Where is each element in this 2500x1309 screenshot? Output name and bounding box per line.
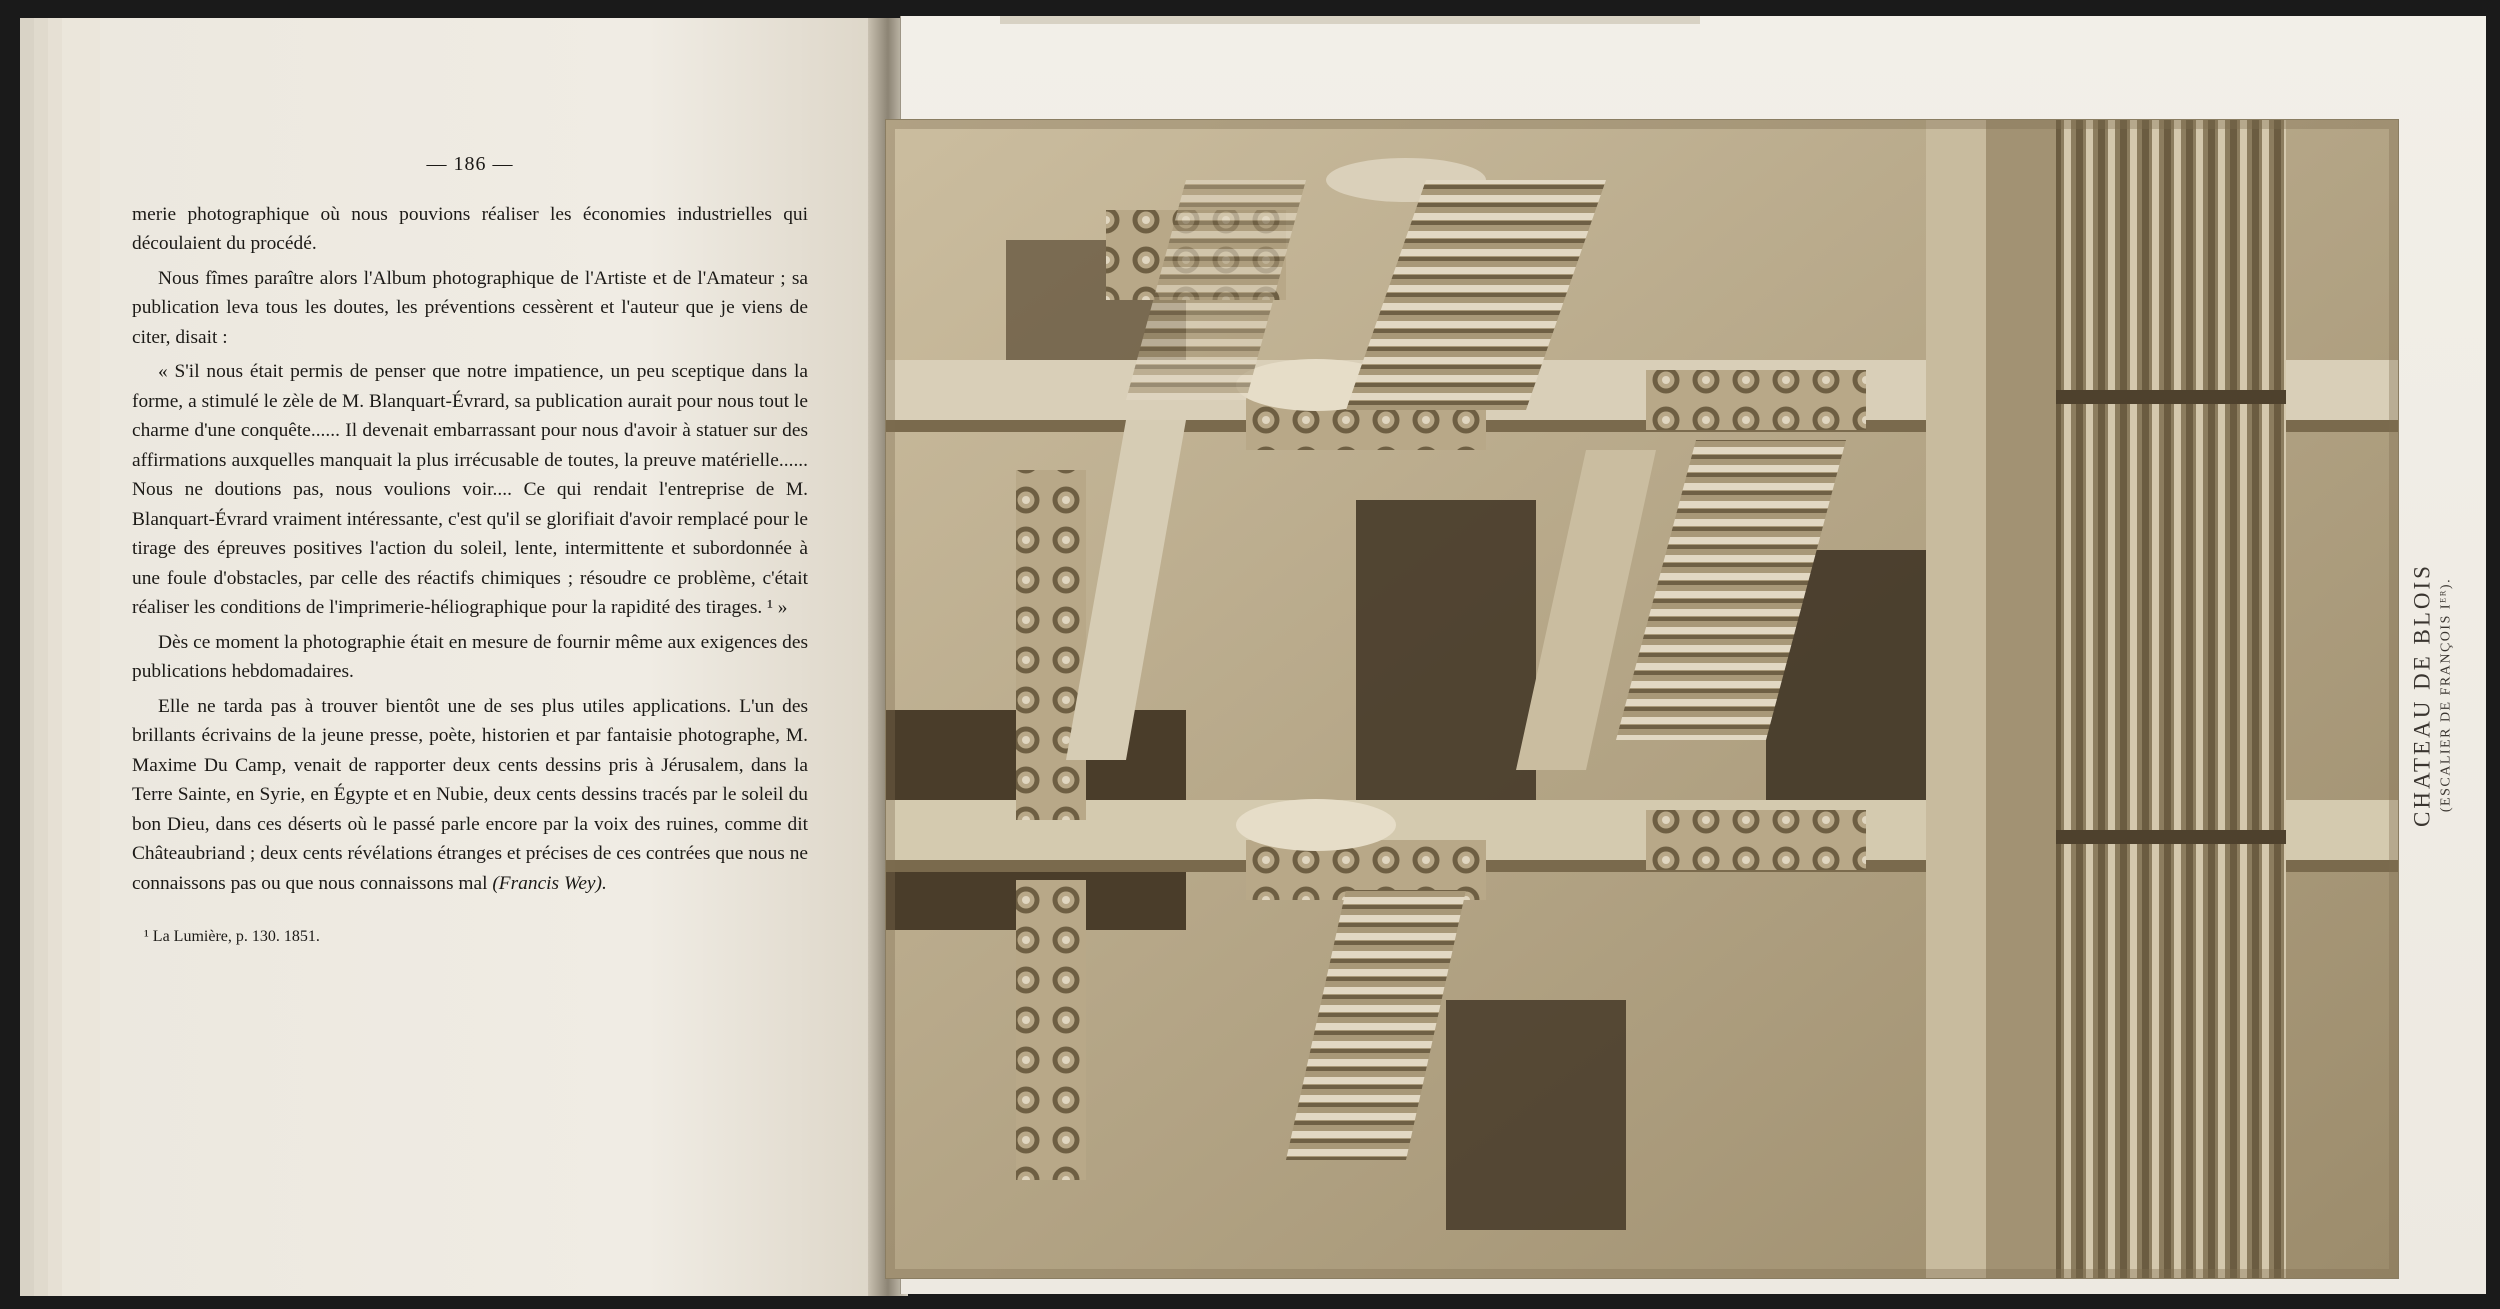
paragraph: Nous fîmes paraître alors l'Album photographique de l'Artiste et de l'Amateur ; sa publication leva tous les doutes, les préventions cessèrent et l'auteur que je viens de citer, disait : [132,267,808,348]
photo-caption [2402,545,2462,845]
paragraph-body: Elle ne tarda pas à trouver bientôt une de ses plus utiles applications. L'un des brillants écrivains de la jeune presse, poète, historien et par fantaisie photographe, M. Maxime Du Camp, venait de rapporter deux cents dessins pris à Jérusalem, dans la Terre Sainte, en Syrie, en Égypte et en Nubie, deux cents dessins tracés par le soleil du bon Dieu, dans ces déserts où le passé parle encore par la voix des ruines, comme dit Châteaubriand ; deux cents révélations étranges et précises de ces contrées que nous ne connaissons pas ou que nous connaissons mal [132,695,808,894]
caption-subtitle: (ESCALIER DE FRANÇOIS Iᴱᴿ). [2438,577,2454,813]
paragraph [132,692,808,899]
left-page-text [132,150,808,948]
author-signature: (Francis Wey). [492,872,607,894]
caption-title: CHATEAU DE BLOIS [2409,563,2435,827]
page-number: — 186 — [426,153,514,175]
staircase-photograph [886,120,2398,1278]
paragraph: Dès ce moment la photographie était en mesure de fournir même aux exigences des publications hebdomadaires. [132,631,808,682]
photo-caption-text [2410,563,2455,827]
page-top-edge [1000,16,1700,24]
quotation-paragraph: « S'il nous était permis de penser que notre impatience, un peu sceptique dans la forme, a stimulé le zèle de M. Blanquart-Évrard, sa publication aurait pour nous tout le charme d'une conquête...... Il devenait embarrassant pour nous d'avoir à statuer sur des affirmations auxquelles manquait la plus irrécusable de toutes, la preuve matérielle...... Nous ne doutions pas, nous voulions voir.... Ce qui rendait l'entreprise de M. Blanquart-Évrard vraiment intéressante, c'est qu'il se glorifiait d'avoir remplacé pour le tirage des épreuves positives l'action du soleil, lente, intermittente et subordonnée à une foule d'obstacles, par celle des réactifs chimiques ; résoudre ce problème, c'était réaliser les conditions de l'imprimerie-héliographique pour la rapidité des tirages. ¹ » [132,361,808,618]
staircase-photograph-image [886,120,2398,1278]
footnote: ¹ La Lumière, p. 130. 1851. [144,928,320,945]
paragraph: merie photographique où nous pouvions réaliser les économies industrielles qui découlaient du procédé. [132,203,808,254]
